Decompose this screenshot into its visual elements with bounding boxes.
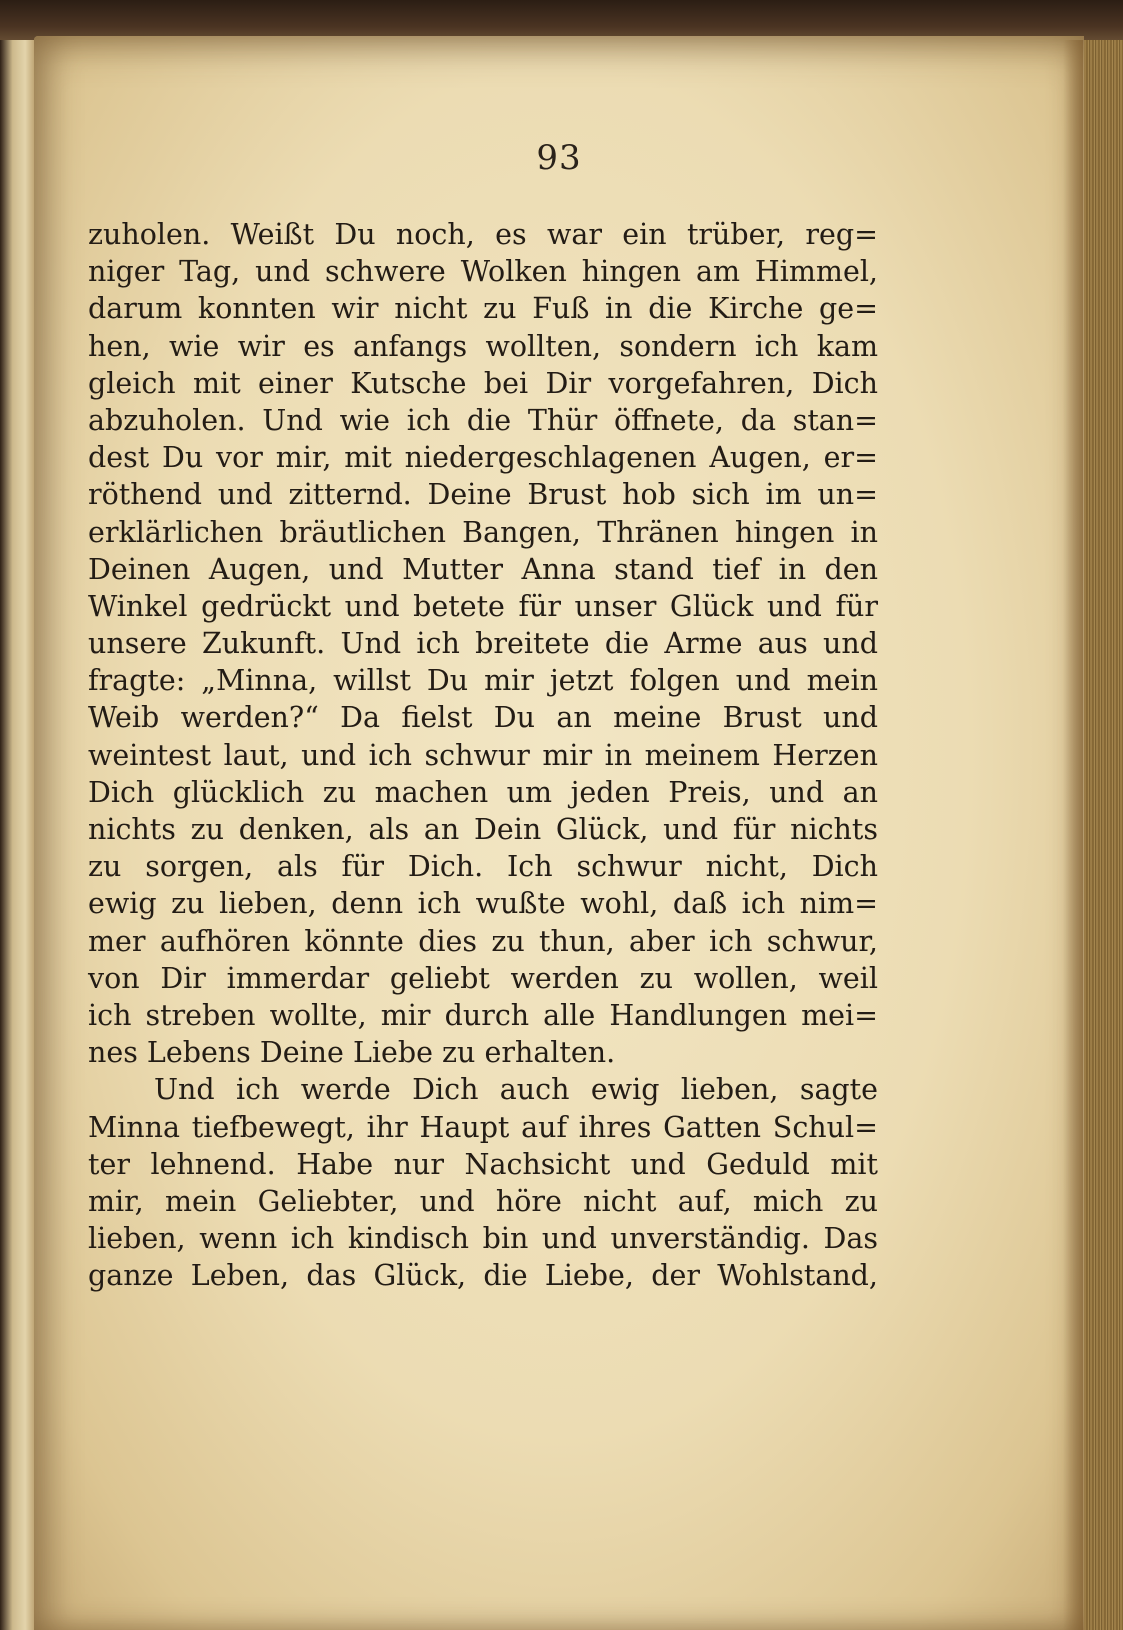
text-line: Minna tiefbewegt, ihr Haupt auf ihres Gatten Schul= <box>88 1110 878 1144</box>
text-line: gleich mit einer Kutsche bei Dir vorgefahren, Dich <box>88 366 878 400</box>
text-line: ter lehnend. Habe nur Nachsicht und Geduld mit <box>88 1147 878 1181</box>
text-line: darum konnten wir nicht zu Fuß in die Kirche ge= <box>88 292 878 326</box>
text-line: niger Tag, und schwere Wolken hingen am Himmel, <box>88 255 878 289</box>
text-line: Dich glücklich zu machen um jeden Preis, und an <box>88 775 878 809</box>
text-line: mir, mein Geliebter, und höre nicht auf, mich zu <box>88 1184 878 1218</box>
text-line: ich streben wollte, mir durch alle Handlungen mei= <box>88 998 878 1032</box>
text-line: ganze Leben, das Glück, die Liebe, der Wohlstand, <box>88 1259 878 1293</box>
text-line: fragte: „Minna, willst Du mir jetzt folgen und mein <box>88 664 878 698</box>
body-text <box>88 216 878 1294</box>
text-line: hen, wie wir es anfangs wollten, sondern ich kam <box>88 329 878 363</box>
text-line: nichts zu denken, als an Dein Glück, und für nichts <box>88 813 878 846</box>
text-line: von Dir immerdar geliebt werden zu wollen, weil <box>88 961 878 995</box>
text-line: nes Lebens Deine Liebe zu erhalten. <box>88 1036 616 1070</box>
book-page <box>34 36 1084 1630</box>
text-line: weintest laut, und ich schwur mir in meinem Herzen <box>88 738 878 772</box>
text-line: röthend und zitternd. Deine Brust hob sich im un= <box>88 478 878 512</box>
text-line: Weib werden?“ Da fielst Du an meine Brust und <box>88 701 878 735</box>
previous-page-edge <box>0 40 36 1630</box>
text-line: abzuholen. Und wie ich die Thür öffnete, da stan= <box>88 403 878 437</box>
text-line: ewig zu lieben, denn ich wußte wohl, daß ich nim= <box>88 887 878 921</box>
text-line: Deinen Augen, und Mutter Anna stand tief in den <box>88 552 878 586</box>
text-line: Und ich werde Dich auch ewig lieben, sagte <box>154 1073 878 1107</box>
page-number: 93 <box>536 138 582 178</box>
text-line: unsere Zukunft. Und ich breitete die Arme aus und <box>88 627 878 661</box>
text-line: zu sorgen, als für Dich. Ich schwur nicht, Dich <box>88 850 878 884</box>
text-line: erklärlichen bräutlichen Bangen, Thränen hingen in <box>88 515 878 549</box>
text-line: mer aufhören könnte dies zu thun, aber ich schwur, <box>88 924 878 958</box>
text-line: zuholen. Weißt Du noch, es war ein trüber, reg= <box>88 218 878 251</box>
page-gutter-shadow <box>1063 40 1083 1630</box>
text-line: lieben, wenn ich kindisch bin und unverständig. Das <box>88 1222 878 1256</box>
text-line: dest Du vor mir, mit niedergeschlagenen Augen, er= <box>88 441 878 475</box>
text-line: Winkel gedrückt und betete für unser Glück und für <box>88 589 878 623</box>
